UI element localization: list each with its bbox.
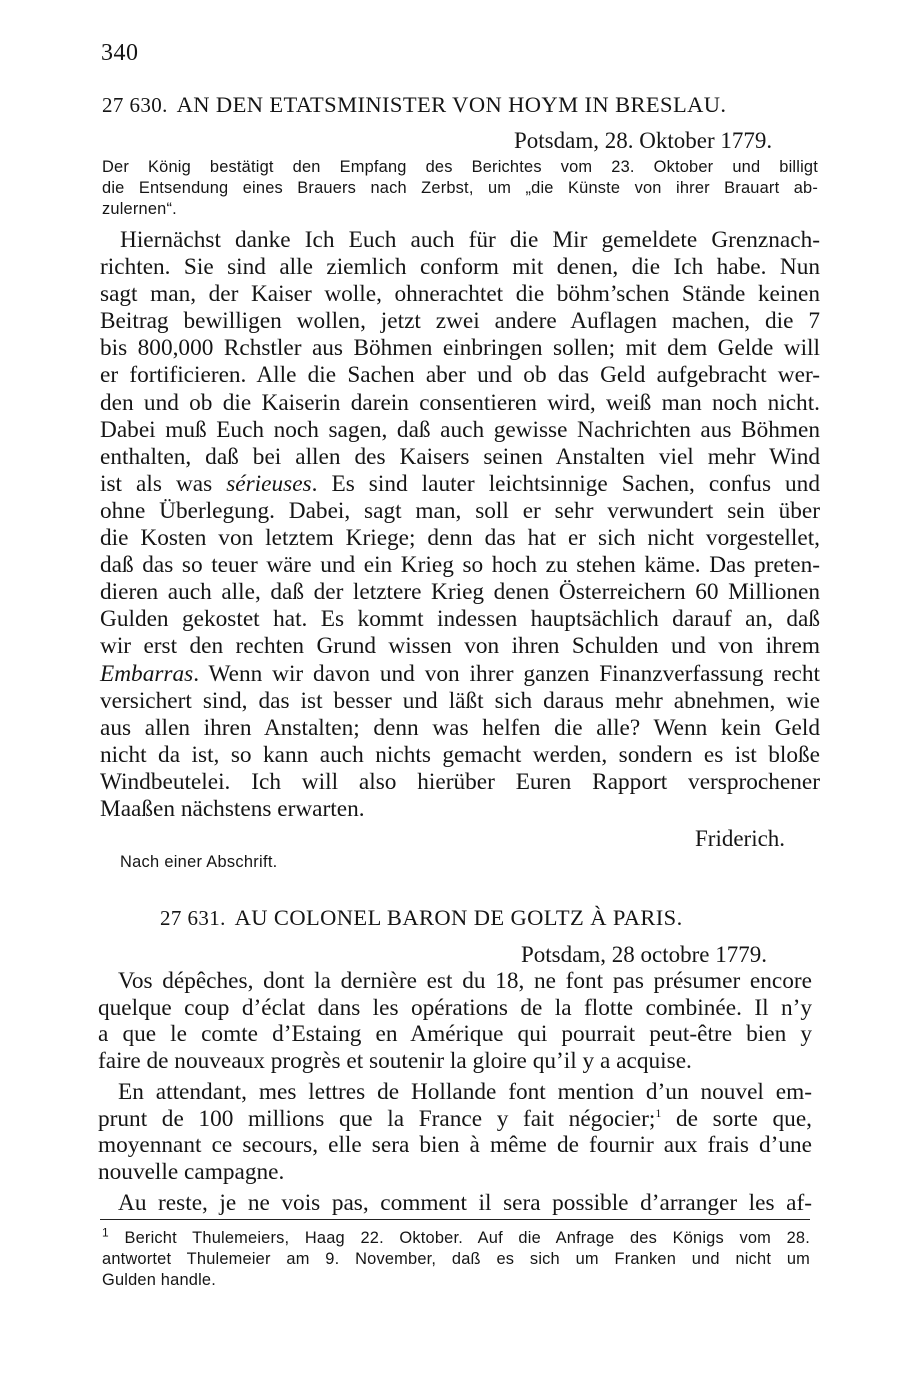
body-line: dieren auch alle, daß der letztere Krieg denen Österreichern 60 Millionen xyxy=(100,579,820,606)
page-number: 340 xyxy=(101,40,139,66)
body-line: enthalten, daß bei allen des Kaisers seinen Anstalten viel mehr Wind xyxy=(100,443,820,470)
italic-word: Embarras xyxy=(100,660,194,687)
footnote-line: Gulden handle. xyxy=(102,1271,216,1289)
body-line: die Kosten von letztem Kriege; denn das hat er sich nicht vorgestellet, xyxy=(100,525,820,552)
summary-line: Der König bestätigt den Empfang des Berichtes vom 23. Oktober und billigt xyxy=(102,158,818,176)
body-line: Au reste, je ne vois pas, comment il sera possible d’arranger les af- xyxy=(118,1190,812,1216)
body-line-rest: . Es sind lauter leichtsinnige Sachen, confus und xyxy=(311,470,820,497)
body-line: aus allen ihren Anstalten; denn was helfen die alle? Wenn kein Geld xyxy=(100,714,820,741)
footnote-ref[interactable]: 1 xyxy=(655,1105,662,1120)
footnote-marker: 1 xyxy=(102,1225,109,1240)
letter-body-french xyxy=(98,968,812,1217)
letter-recipient: AN DEN ETATSMINISTER VON HOYM IN BRESLAU. xyxy=(176,92,727,117)
body-line: faire de nouveaux progrès et soutenir la gloire qu’il y a acquise. xyxy=(98,1047,692,1074)
source-note: Nach einer Abschrift. xyxy=(120,853,278,871)
body-line-start: ist als was xyxy=(100,470,227,497)
body-line: nicht da ist, so kann auch nichts gemacht werden, sondern es ist bloße xyxy=(100,741,820,768)
summary-line: die Entsendung eines Brauers nach Zerbst, um „die Künste von ihrer Brauart ab- xyxy=(102,179,818,197)
body-line: den und ob die Kaiserin darein consentieren wird, weiß man noch nicht. xyxy=(100,389,820,416)
body-line: Beitrag bewilligen wollen, jetzt zwei andere Auflagen machen, die 7 xyxy=(100,308,820,335)
letter-dateline: Potsdam, 28. Oktober 1779. xyxy=(514,128,773,153)
body-line: Hiernächst danke Ich Euch auch für die Mir gemeldete Grenznach- xyxy=(120,227,820,253)
body-line: ohne Überlegung. Dabei, sagt man, soll er sehr verwundert sein über xyxy=(100,497,820,524)
signature: Friderich. xyxy=(695,826,786,851)
footnote-line xyxy=(102,1225,810,1249)
body-line: daß das so teuer wäre und ein Krieg so hoch zu stehen käme. Das preten- xyxy=(100,552,820,579)
body-line: wir erst den rechten Grund wissen von ihren Schulden und von ihrem xyxy=(100,633,820,660)
body-line: a que le comte d’Estaing en Amérique qui pourrait peut-être bien y xyxy=(98,1021,812,1047)
body-line: Vos dépêches, dont la dernière est du 18, ne font pas présumer encore xyxy=(118,968,812,994)
letter-body xyxy=(100,227,820,823)
body-line: versichert sind, das ist besser und läßt sich daraus mehr abnehmen, wie xyxy=(100,687,820,714)
italic-word: sérieuses xyxy=(226,470,312,497)
letter-number: 27 631. xyxy=(160,906,226,930)
letter-number: 27 630. xyxy=(102,93,168,117)
body-line: En attendant, mes lettres de Hollande font mention d’un nouvel em- xyxy=(118,1079,812,1105)
body-line: Maaßen nächstens erwarten. xyxy=(100,795,365,822)
body-line xyxy=(98,1106,812,1133)
body-line xyxy=(100,471,820,498)
body-line-rest: de sorte que, xyxy=(661,1105,812,1132)
body-line: Windbeutelei. Ich will also hierüber Euren Rapport versprochener xyxy=(100,768,820,795)
footnote xyxy=(102,1225,810,1291)
letter-dateline: Potsdam, 28 octobre 1779. xyxy=(521,942,767,967)
body-line: Dabei muß Euch noch sagen, daß auch gewisse Nachrichten aus Böhmen xyxy=(100,416,820,443)
body-line: moyennant ce secours, elle sera bien à même de fournir aux frais d’une xyxy=(98,1132,812,1158)
letter-heading-27630 xyxy=(102,92,726,118)
letter-recipient: AU COLONEL BARON DE GOLTZ À PARIS. xyxy=(234,905,683,930)
body-line: nouvelle campagne. xyxy=(98,1158,285,1185)
body-line: quelque coup d’éclat dans les opérations de la flotte combinée. Il n’y xyxy=(98,994,812,1021)
letter-heading-27631 xyxy=(160,905,683,931)
body-line: sagt man, der Kaiser wolle, ohnerachtet die böhm’schen Stände keinen xyxy=(100,281,820,308)
body-line-start: prunt de 100 millions que la France y fait négocier; xyxy=(98,1105,656,1132)
footnote-divider xyxy=(100,1219,810,1220)
footnote-line: antwortet Thulemeier am 9. November, daß es sich um Franken und nicht um xyxy=(102,1250,810,1268)
body-line-rest: . Wenn wir davon und von ihrer ganzen Finanzverfassung recht xyxy=(193,660,820,687)
body-line: bis 800,000 Rchstler aus Böhmen einbringen sollen; mit dem Gelde will xyxy=(100,335,820,362)
body-line: er fortificieren. Alle die Sachen aber und ob das Geld aufgebracht wer- xyxy=(100,362,820,389)
summary-line: zulernen“. xyxy=(102,200,177,218)
letter-summary xyxy=(102,157,818,220)
body-line: richten. Sie sind alle ziemlich conform mit denen, die Ich habe. Nun xyxy=(100,254,820,281)
footnote-text: Bericht Thulemeiers, Haag 22. Oktober. Auf die Anfrage des Königs vom 28. xyxy=(124,1229,810,1247)
body-line: Gulden gekostet hat. Es kommt indessen hauptsächlich darauf an, daß xyxy=(100,606,820,633)
body-line xyxy=(100,661,820,688)
